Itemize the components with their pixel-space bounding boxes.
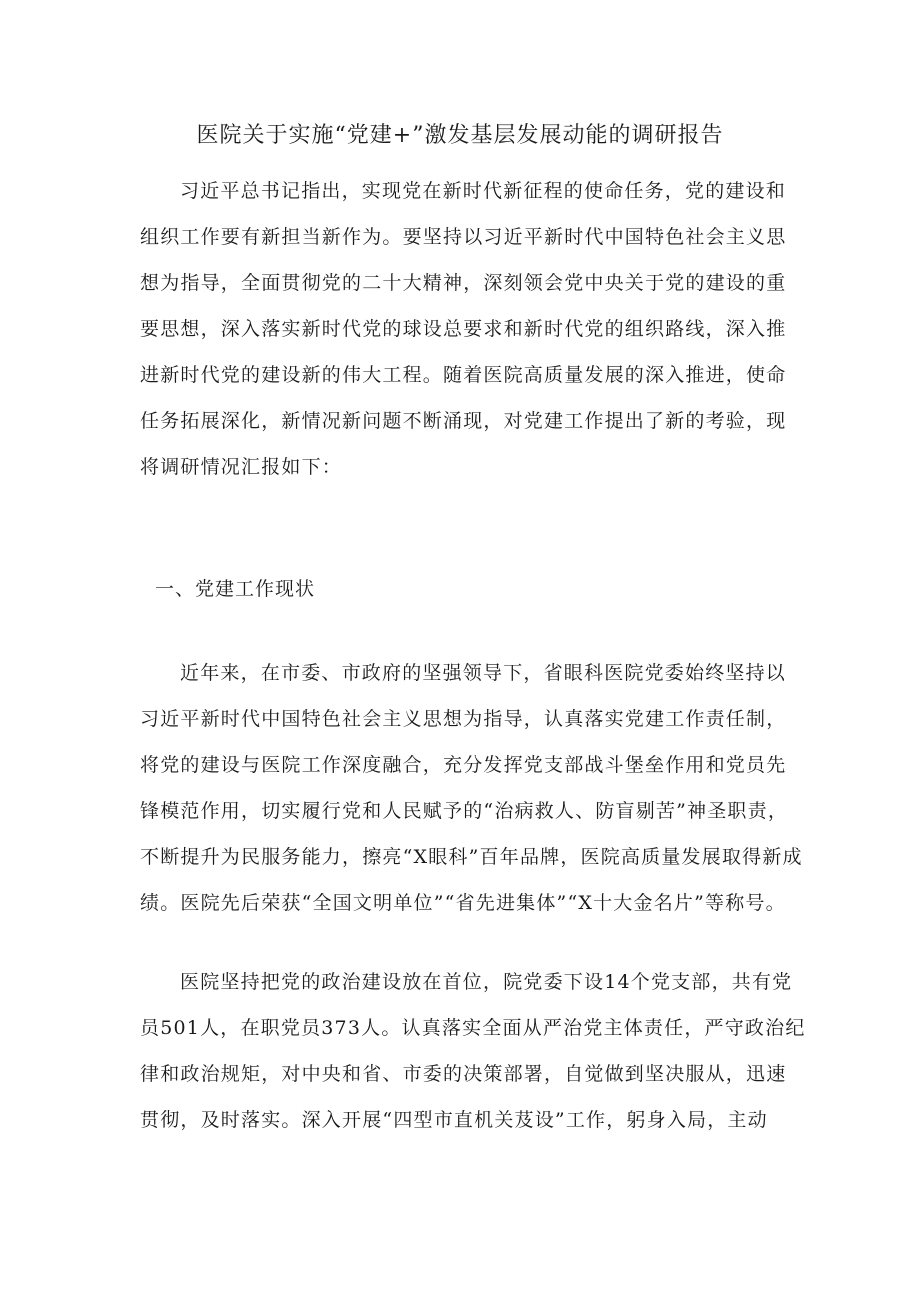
paragraph-line: 不断提升为民服务能力，擦亮“X眼科”百年品牌，医院高质量发展取得新成 <box>140 846 803 868</box>
paragraph-line: 员501人，在职党员373人。认真落实全面从严治党主体责任，严守政治纪 <box>140 1017 806 1039</box>
paragraph-line: 习近平总书记指出，实现党在新时代新征程的使命任务，党的建设和 <box>180 180 787 202</box>
paragraph-line: 律和政治规矩，对中央和省、市委的决策部署，自觉做到坚决服从，迅速 <box>140 1063 787 1085</box>
paragraph-line: 将党的建设与医院工作深度融合，充分发挥党支部战斗堡垒作用和党员先 <box>140 754 787 776</box>
section-heading: 一、党建工作现状 <box>155 578 316 600</box>
paragraph-line: 要思想，深入落实新时代党的球设总要求和新时代党的组织路线，深入推 <box>140 318 787 340</box>
paragraph-line: 贯彻，及时落实。深入开展“四型市直机关芨设”工作，躬身入局，主动 <box>140 1109 768 1131</box>
paragraph-line: 绩。医院先后荣获“全国文明单位”“省先进集体”“X十大金名片”等称号。 <box>140 892 786 914</box>
paragraph-line: 组织工作要有新担当新作为。要坚持以习近平新时代中国特色社会主义思 <box>140 226 787 248</box>
document-title: 医院关于实施“党建+”激发基层发展动能的调研报告 <box>196 123 724 148</box>
paragraph-line: 近年来，在市委、市政府的坚强领导下，省眼科医院党委始终坚持以 <box>180 662 787 684</box>
paragraph-line: 习近平新时代中国特色社会主义思想为指导，认真落实党建工作责任制， <box>140 708 787 730</box>
paragraph-line: 进新时代党的建设新的伟大工程。随着医院高质量发展的深入推进，使命 <box>140 364 787 386</box>
paragraph-line: 将调研情况汇报如下： <box>140 456 343 478</box>
paragraph-line: 想为指导，全面贯彻党的二十大精神，深刻领会党中央关于党的建设的重 <box>140 272 787 294</box>
paragraph-line: 任务拓展深化，新情况新问题不断涌现，对党建工作提出了新的考验，现 <box>140 410 787 432</box>
paragraph-line: 锋模范作用，切实履行党和人民赋予的“治病救人、防盲剔苦”神圣职责， <box>140 800 789 822</box>
paragraph-line: 医院坚持把党的政治建设放在首位，院党委下设14个党支部，共有党 <box>180 971 793 993</box>
